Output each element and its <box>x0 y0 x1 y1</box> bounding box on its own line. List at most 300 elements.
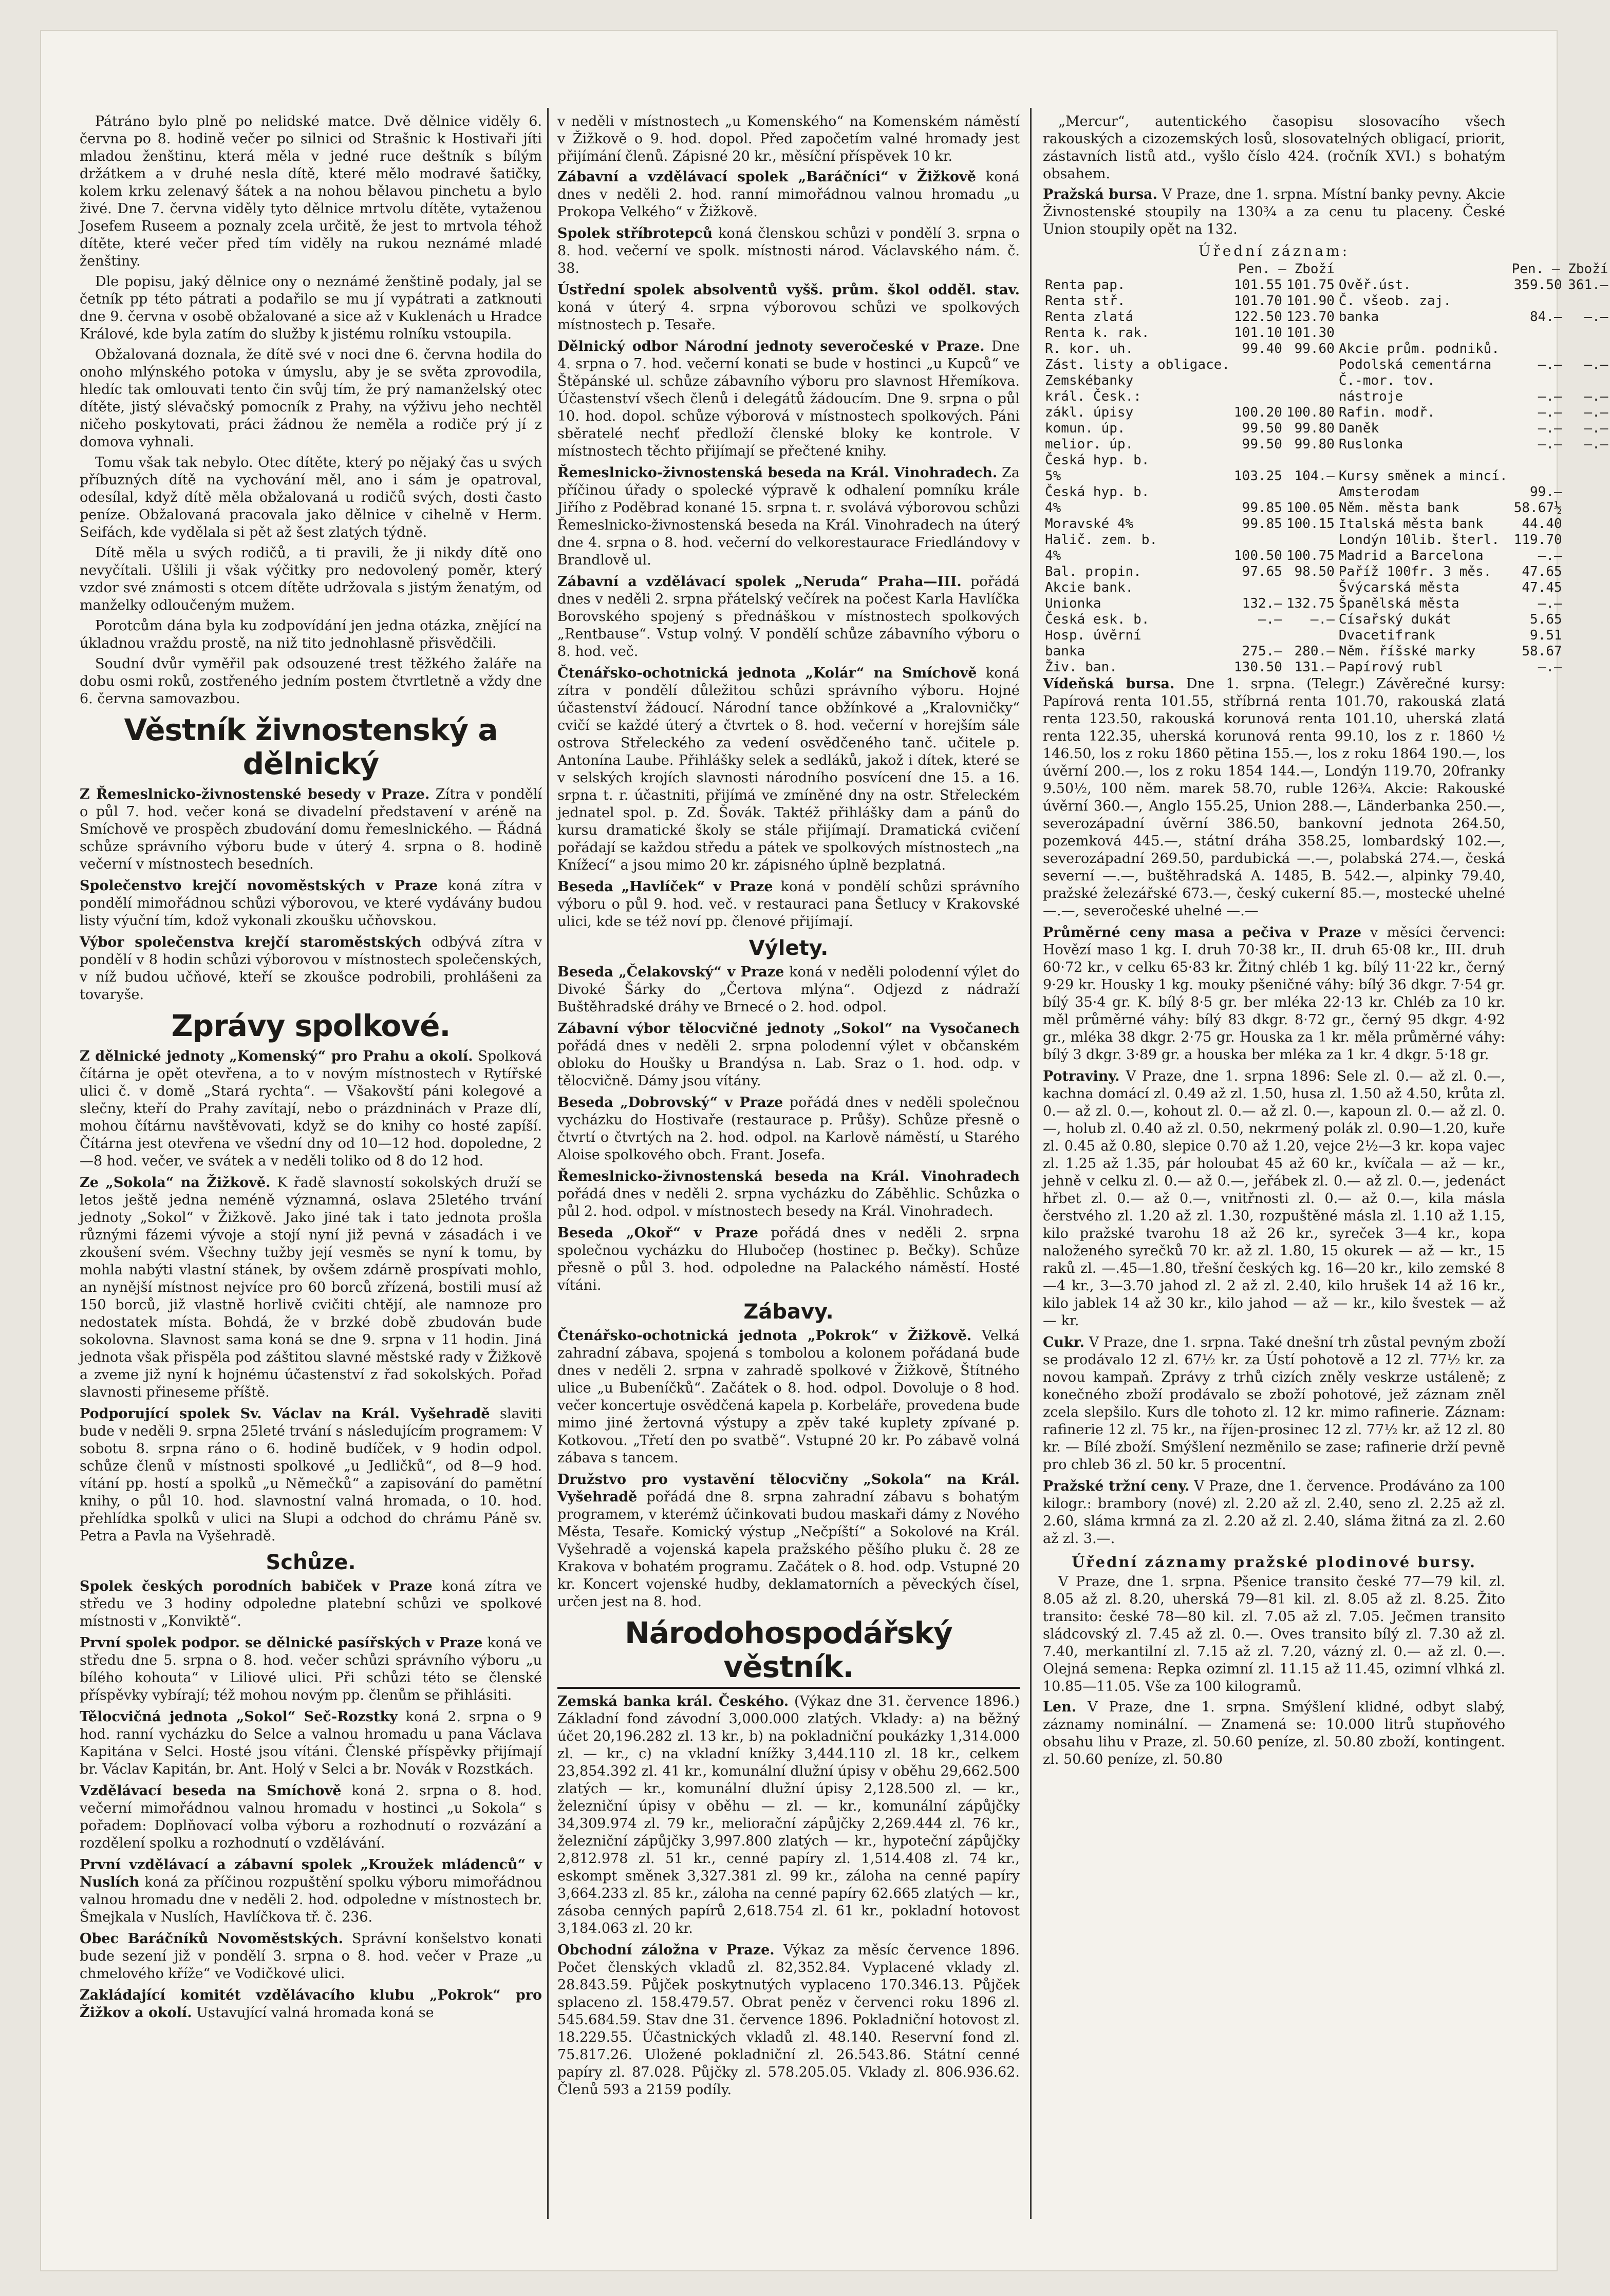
table-cell: —.— <box>1538 357 1562 372</box>
table-cell: 98.50 <box>1294 564 1335 579</box>
table-cell: 275.— <box>1242 644 1282 659</box>
notice-text: pořádá dnes v neděli 2. srpna polodenní výlet v občanském obloku do Houšky u Brandýsa n. Lab. Sraz o 1. hod. odp. v tělocvičně. Dámy jsou vítány. <box>557 1038 1020 1089</box>
notice-title: Vídeňská bursa. <box>1043 676 1175 692</box>
table-row <box>1043 564 1610 580</box>
notice-item <box>557 168 1020 221</box>
notice-title: Zakládající komitét vzdělávacího klubu „Pokrok“ pro Žižkov a okolí. <box>80 1987 542 2021</box>
table-cell: Papírový rubl <box>1338 660 1444 675</box>
notice-title: Průměrné ceny masa a pečiva v Praze <box>1043 925 1362 940</box>
table-row <box>1043 357 1610 373</box>
table-cell: Hosp. úvěrní <box>1045 628 1141 643</box>
table-cell: 44.40 <box>1522 516 1562 532</box>
notice-item <box>557 573 1020 661</box>
notice-title: Čtenářsko-ochotnická jednota „Pokrok“ v Žižkově. <box>557 1328 972 1344</box>
table-cell <box>1564 596 1610 612</box>
notice-title: První spolek podpor. se dělnické pasířských v Praze <box>80 1635 483 1651</box>
table-cell: Něm. říšské marky <box>1338 644 1475 659</box>
table-cell: 131.— <box>1294 660 1335 675</box>
table-row <box>1043 389 1610 405</box>
notice-item <box>80 934 542 1004</box>
notice-title: Obec Baráčníků Novoměstských. <box>80 1931 343 1947</box>
notice-item <box>557 281 1020 334</box>
notice-item <box>1043 1699 1505 1768</box>
notice-title: Čtenářsko-ochotnická jednota „Kolár“ na Smíchově <box>557 665 977 681</box>
notice-item <box>557 878 1020 931</box>
notice-item <box>1043 1478 1505 1548</box>
table-cell: 99.80 <box>1294 421 1335 436</box>
table-cell: Madrid a Barcelona <box>1338 548 1484 563</box>
table-cell: —.— <box>1310 612 1335 627</box>
notice-title: Beseda „Okoř“ v Praze <box>557 1225 758 1241</box>
notice-item <box>557 464 1020 569</box>
paragraph: Tomu však tak nebylo. Otec dítěte, který po nějaký čas u svých příbuzných dítě na vychování měl, ano i sám je opatroval, odesílal, když dítě měla obžalovaná u rodičů svých, dosti často peníze. Obžalovaná pracovala jako dělnice v cihelně v Herm. Seifách, kde vydělala si pět až šest zlatých týdně. <box>80 455 542 540</box>
table-cell: —.— <box>1538 660 1562 675</box>
notice-title: Beseda „Dobrovský“ v Praze <box>557 1095 783 1111</box>
table-cell <box>1564 500 1610 516</box>
table-row <box>1043 373 1610 389</box>
table-cell: 101.30 <box>1286 325 1335 341</box>
table-row <box>1043 309 1610 325</box>
table-cell: Renta pap. <box>1045 277 1126 293</box>
notice-item <box>557 1327 1020 1467</box>
table-cell: Česká hyp. b. <box>1045 453 1150 468</box>
table-cell: 99.80 <box>1294 437 1335 452</box>
notice-title: Zemská banka král. Českého. <box>557 1693 789 1709</box>
table-cell <box>1232 628 1284 644</box>
table-cell: Kursy směnek a mincí. <box>1338 468 1508 484</box>
table-cell <box>1337 453 1510 468</box>
notice-item <box>557 964 1020 1016</box>
notice-title: Pražská bursa. <box>1043 186 1158 202</box>
table-row <box>1043 596 1610 612</box>
table-cell: Dvacetifrank <box>1338 628 1435 643</box>
table-cell: Moravské 4% <box>1045 516 1134 532</box>
table-cell: —.— <box>1584 357 1608 372</box>
notice-item <box>1043 186 1505 238</box>
column-3 <box>1043 113 1608 2209</box>
notice-text: koná 2. srpna o 8. hod. večerní mimořádnou valnou hromadu v hostinci „u Sokola“ s pořadem: Doplňovací volba výboru a rozhodnutí o rozvázání a rozdělení spolku a rozhodnutí o vzdělávání. <box>80 1783 542 1851</box>
notice-item <box>557 1225 1020 1294</box>
notice-item <box>557 1020 1020 1090</box>
notice-text: Spolková čítárna je opět otevřena, a to v novým místnostech v Rytířské ulici č. v domě „Stará rychta“. — Všakovští páni kolegové a slečny, kteří do Prahy zavítají, nebo o prázdninách v Praze dlí, mohou čítárnu navštěvovati, když se do knihy co hosté zapíší. Čítárna jest otevřena ve všední dny od 10—12 hod. dopoledne, 2—8 hod. večer, ve svátek a v neděli toliko od 8 do 12 hod. <box>80 1048 542 1169</box>
table-row <box>1043 341 1610 357</box>
notice-title: Zábavní a vzdělávací spolek „Baráčníci“ v Žižkově <box>557 169 976 185</box>
table-cell: 122.50 <box>1234 309 1282 325</box>
table-row <box>1043 405 1610 421</box>
table-cell: banka <box>1045 644 1085 659</box>
notice-text: koná za příčinou rozpuštění spolku výboru mimořádnou valnou hromadu dne v neděli 2. hod. odpoledne v místnostech br. Šmejkala v Nuslích, Havlíčkova tř. č. 236. <box>80 1874 542 1925</box>
table-cell: 99.40 <box>1242 341 1282 356</box>
table-cell: 4% <box>1045 548 1061 563</box>
table-cell <box>1284 357 1337 373</box>
notice-item <box>80 1856 542 1926</box>
table-cell: komun. úp. <box>1045 421 1126 436</box>
notice-text: (Výkaz dne 31. července 1896.) Základní fond závodní 3,000.000 zlatých. Vklady: a) na běžný účet 20,196.282 zl. 13 kr., b) na pokladniční poukázky 1,314.000 zl. — kr., c) na vkladní knížky 3,444.110 zl. 18 kr., celkem 23,854.392 zl. 41 kr., komunální dlužní úpisy v oběhu 29,662.500 zlatých — kr., komunální dlužní úpisy 2,128.500 zl. — kr., železniční úpisy v oběhu — zl. — kr., komunální zápůjčky 34,309.974 zl. 79 kr., meliorační zápůjčky 2,269.444 zl. 76 kr., železniční zápůjčky 3,997.800 zlatých — kr., hypoteční zápůjčky 2,812.978 zl. 51 kr., cenné papíry zl. 1,514.408 zl. 74 kr., eskompt směnek 3,327.381 zl. 99 kr., záloha na cenné papíry 3,664.233 zl. 85 kr., záloha na cenné papíry 62.665 zlatých — kr., zásoba cenných papírů 2,618.754 zl. 61 kr., pokladní hotovost 3,184.063 zl. 20 kr. <box>557 1693 1020 1936</box>
notice-item <box>1043 1334 1505 1474</box>
table-cell <box>1510 341 1564 357</box>
table-cell <box>1232 357 1284 373</box>
notice-text: Zítra v pondělí o půl 7. hod. večer koná se divadelní představení v aréně na Smíchově ve prospěch zbudování domu řemeslnického. — Řádná schůze správního výboru bude v úterý 4. srpna o 8. hodině večerní v místnostech besedních. <box>80 786 542 872</box>
table-cell <box>1564 644 1610 660</box>
table-cell <box>1232 484 1284 500</box>
notice-item <box>557 1693 1020 1937</box>
notice-item <box>557 225 1020 277</box>
notice-text: koná zítra v pondělí důležitou schůzi správního výboru. Hojné účastenství žádoucí. Národní tance obžínkové a „Kralovničky“ cvičí se každé úterý a čtvrtek o 8. hod. večerní v horejším sále ostrova Střeleckého za vedení osvědčeného tanč. učitele p. Antonína Laube. Přihlášky selek a sedláků, jakož i dítek, které se v selských krojích slavnosti národního posvícení dne 15. a 16. srpna t. r. účastniti, přijímá ve zmíněné dny na ostr. Střeleckém jednatel spol. p. Zd. Šovák. Taktéž přihlášky dam a pánů do kursu dramatické školy se stále přijímají. Dramatická cvičení pořádají se každou středu a pátek ve spolkových místnostech „na Knížecí“ a jsou mimo 20 kr. zápisného úplně bezplatná. <box>557 665 1020 873</box>
table-cell: 9.51 <box>1530 628 1562 643</box>
table-cell: Daněk <box>1338 421 1379 436</box>
table-cell: 100.75 <box>1286 548 1335 563</box>
table-cell <box>1564 580 1610 596</box>
table-cell <box>1232 389 1284 405</box>
table-cell <box>1564 548 1610 564</box>
notice-text: Za příčinou úřady o spolecké výpravě k odhalení pomníku krále Jiřího z Poděbrad konané 15. srpna t. r. svolává výborovou schůzi Řemeslnicko-živnostenská beseda na Král. Vinohradech na úterý dne 4. srpna o 8. hod. večerní do velkorestaurace Friedlándovy v Brandlově ul. <box>557 465 1020 568</box>
table-cell: Živ. ban. <box>1045 660 1117 675</box>
notice-title: Cukr. <box>1043 1334 1084 1350</box>
table-row <box>1043 453 1610 468</box>
notice-title: Spolek českých porodních babiček v Praze <box>80 1578 433 1594</box>
table-row <box>1043 532 1610 548</box>
table-cell <box>1510 453 1564 468</box>
table-cell: 99.— <box>1530 484 1562 500</box>
notice-item <box>80 1634 542 1704</box>
table-cell: Londýn 10lib. šterl. <box>1338 532 1500 548</box>
table-cell: Česká esk. b. <box>1045 612 1150 627</box>
table-cell: 119.70 <box>1513 532 1562 548</box>
table-cell: R. kor. uh. <box>1045 341 1134 356</box>
notice-text: pořádá dnes v neděli 2. srpna společnou vycházku do Hlubočep (hostinec p. Bečky). Schůze přesně o půl 3. hod. odpoledne na Palackého náměstí. Hosté vítáni. <box>557 1225 1020 1293</box>
notice-text: Dne 4. srpna o 7. hod. večerní konati se bude v hostinci „u Kupců“ ve Štěpánské ul. schůze zábavního výboru pro slavnost Hřemíkova. Účastenství všech členů i delegátů žádoucím. Dne 9. srpna o půl 10. hod. dopol. schůze výborová v místnostech spolkových. Páni sběratelé nechť předloží členské bloky ke kontrole. V místnostech těchto přijímají se přečtené knihy. <box>557 338 1020 459</box>
table-cell <box>1232 373 1284 389</box>
table-cell <box>1564 660 1610 675</box>
notice-text: slaviti bude v neděli 9. srpna 25leté trvání s následujícím programem: V sobotu 8. srpna ráno o 6. hodině budíček, v 9 hodin odpol. schůze členů v místnosti spolkové „u Jedličků“, od 8—9 hod. vítání pp. hostí a spolků „u Němečků“ a zapisování do pamětní knihy, o půl 10. hod. slavnostní valná hromada, o 10. hod. přehlídka spolků v ulici na Slupi a odchod do chrámu Páně sv. Petra a Pavla na Vyšehradě. <box>80 1406 542 1544</box>
table-cell: Akcie bank. <box>1045 580 1134 595</box>
table-cell: Ověř.úst. <box>1338 277 1411 293</box>
notice-item <box>1043 1068 1505 1330</box>
notice-text: V Praze, dne 1. srpna. Také dnešní trh zůstal pevným zboží se prodávalo 12 zl. 67½ kr. za Ústí pohotově a 12 zl. 77½ kr. za novou kampaň. Zprávy z trhů cizích zněly veskrze ustáleně; z konečného zboží prodávalo se zboží pohotové, jež záznam zněl zcela slepšilo. Kurs dle tohoto zl. 12 kr. mimo rafinerie. Záznam: rafinerie 12 zl. 75 kr., na říjen-prosinec 12 zl. 77½ kr. až 12 zl. 80 kr. — Bílé zboží. Smýšlení nezměnilo se zase; rafinerie drží pevně pro chleb 36 zl. 50 kr. 5 procentní. <box>1043 1334 1505 1473</box>
notice-item <box>80 1578 542 1630</box>
table-cell <box>1284 628 1337 644</box>
table-cell: Ruslonka <box>1338 437 1403 452</box>
table-cell <box>1284 484 1337 500</box>
table-cell: Akcie prům. podniků. <box>1338 341 1500 356</box>
table-cell <box>1232 453 1284 468</box>
notice-item <box>80 786 542 873</box>
notice-title: Spolek stříbrotepců <box>557 225 713 241</box>
notice-text: koná zítra ve středu ve 3 hodiny odpoledne platební schůzi ve spolkové místnosti v „Konviktě“. <box>80 1578 542 1629</box>
table-cell: 132.— <box>1242 596 1282 611</box>
table-row <box>1043 293 1610 309</box>
notice-text: Výkaz za měsíc července 1896. Počet členských vkladů zl. 82,352.84. Vyplacené vklady zl. 28.843.59. Půjček poskytnutých vyplaceno 170.346.13. Půjček splaceno zl. 158.479.57. Obrat peněz v červenci roku 1896 zl. 545.684.59. Stav dne 31. července 1896. Pokladniční hotovost zl. 18.229.55. Účastnických vkladů zl. 48.140. Reservní fond zl. 75.817.26. Uložené pokladniční zl. 26.543.86. Státní cenné papíry zl. 87.028. Půjčky zl. 578.205.05. Vklady zl. 806.936.62. Členů 593 a 2159 podíly. <box>557 1942 1020 2098</box>
table-cell: 280.— <box>1294 644 1335 659</box>
table-cell: 4% <box>1045 500 1061 516</box>
paragraph: Dle popisu, jaký dělnice ony o neznámé ženštině podaly, jal se četník pp této pátrati a podařilo se mu jí vypátrati a zatknouti dne 9. června v osobě obžalované a sice až v Kuklenách u Hradce Králové, kde byla zatím do služby k jistému rolníku vstoupila. <box>80 274 542 342</box>
table-cell: 101.10 <box>1234 325 1282 341</box>
table-cell: 101.70 <box>1234 293 1282 309</box>
table-row <box>1043 612 1610 628</box>
notice-item <box>557 338 1020 460</box>
table-cell: —.— <box>1538 437 1562 452</box>
table-header-cell: Pen. — Zboží <box>1238 261 1335 277</box>
table-cell <box>1564 628 1610 644</box>
notice-title: Družstvo pro vystavění tělocvičny „Sokola“ na Král. Vyšehradě <box>557 1472 1020 1505</box>
table-cell: 359.50 <box>1513 277 1562 293</box>
notice-text: V Praze, dne 1. srpna. Místní banky pevny. Akcie Živnostenské stoupily na 130¾ a za cenu tu placeny. České Union stoupily opět na 132. <box>1043 186 1505 237</box>
notice-text: koná v úterý 4. srpna výborovou schůzi ve spolkových místnostech p. Tesaře. <box>557 299 1020 333</box>
table-cell <box>1564 341 1610 357</box>
section-heading: Věstník živnostenský a dělnický <box>124 712 498 781</box>
table-cell <box>1564 532 1610 548</box>
table-cell <box>1284 453 1337 468</box>
table-cell: 100.15 <box>1286 516 1335 532</box>
table-cell: Zemskébanky <box>1045 373 1134 388</box>
table-caption: Úřední záznam: <box>1198 242 1350 259</box>
table-cell: 99.50 <box>1242 421 1282 436</box>
table-cell: 101.90 <box>1286 293 1335 309</box>
table-cell: melior. úp. <box>1045 437 1134 452</box>
notice-title: Dělnický odbor Národní jednoty severočeské v Praze. <box>557 338 985 354</box>
table-row <box>1043 548 1610 564</box>
notice-title: Zábavní a vzdělávací spolek „Neruda“ Praha—III. <box>557 574 962 590</box>
notice-item <box>557 1471 1020 1611</box>
table-row <box>1043 628 1610 644</box>
table-cell: 58.67½ <box>1513 500 1562 516</box>
notice-item <box>557 1094 1020 1164</box>
notice-title: Len. <box>1043 1699 1077 1715</box>
notice-title: Řemeslnicko-živnostenská beseda na Král. Vinohradech. <box>557 465 998 481</box>
table-cell: 100.50 <box>1234 548 1282 563</box>
exchange-table <box>1043 261 1610 675</box>
table-cell <box>1337 325 1510 341</box>
table-cell: Rafin. modř. <box>1338 405 1435 420</box>
table-cell: —.— <box>1584 389 1608 404</box>
table-cell: 58.67 <box>1522 644 1562 659</box>
notice-text: V Praze, dne 1. srpna 1896: Sele zl. 0.— až zl. 0.—, kachna domácí zl. 0.49 až zl. 1.50, husa zl. 1.50 až 4.50, krůta zl. 0.— až zl. 0.—, kohout zl. 0.— až zl. 0.—, kapoun zl. 0.— až zl. 0.—, holub zl. 0.40 až zl. 0.50, nekrmený polák zl. 0.90—1.20, kuře zl. 0.45 až 0.80, slepice 0.70 až 1.20, vejce 2½—3 kr. kopa vajec zl. 1.25 až 1.35, pár holoubat 45 až 60 kr., kvíčala — až — kr., jehně v celku zl. 0.— až 0.—, jeřábek zl. 0.— až zl. 0.—, jedenáct hřbet zl. 0.— až 0.—, vnitřnosti zl. 0.— až 0.—, kila másla čerstvého zl. 1.20 až zl. 1.30, rozpuštěné másla zl. 1.10 až 1.15, kilo pražské tvarohu 18 až 26 kr., syreček 3—4 kr., kopa naloženého syrečků 70 kr. až zl. 1.80, 15 okurek — až — kr., 15 raků zl. —.45—1.80, třešní českých kg. 16—20 kr., kilo zemské 8—4 kr., 3—3.70 jahod zl. 2 až zl. 2.40, kilo hrušek 14 až 16 kr., kilo jablek 14 až 30 kr., kilo jahod — až — kr., kilo švestek — až — kr. <box>1043 1068 1505 1329</box>
table-cell <box>1564 468 1610 484</box>
notice-text: koná 2. srpna o 9 hod. ranní vycházku do Selce a valnou hromadu u pana Václava Kapitána v Selci. Hosté jsou vítáni. Členské příspěvky přijímají br. Václav Kapitán, br. Ant. Holý v Selci a br. Novák v Rozstkách. <box>80 1709 542 1777</box>
notice-text: v měsíci červenci: Hovězí maso 1 kg. I. druh 70·38 kr., II. druh 65·08 kr., III. druh 60·72 kr., v celku 65·83 kr. Žitný chléb 1 kg. bílý 11·22 kr., černý 9·29 kr. Housky 1 kg. mouky pšeničné váhy: bílý 36 dkgr. 7·54 gr. bílý 35·4 gr. K. bílý 8·5 gr. ber mléka 22·13 kr. Chléb za 10 kr. měl průměrné váhy: bílý 83 dkgr. 8·72 gr., černý 95 dkgr. 4·92 gr., mléka 38 dkgr. 2·75 gr. Houska za 1 kr. měla průměrné váhy: bílý 3 dkgr. 3·89 gr. a houska ber mléka za 1 kr. 4 dkgr. 5·18 gr. <box>1043 925 1505 1063</box>
subsection-heading: Výlety. <box>748 936 829 960</box>
table-cell: 47.65 <box>1522 564 1562 579</box>
notice-text: V Praze, dne 1. srpna. Smýšlení klidné, odbyt slabý, záznamy nominální. — Znamená se: 10.000 litrů stupňového obsahu lihu v Praze, zl. 50.60 peníze, zl. 50.80 zboží, kontingent. zl. 50.60 peníze, zl. 50.80 <box>1043 1699 1505 1767</box>
notice-text: koná členskou schůzi v pondělí 3. srpna o 8. hod. večerní ve spolk. místnosti národ. Václavského nám. č. 38. <box>557 225 1020 276</box>
table-cell: —.— <box>1538 596 1562 611</box>
table-cell: Č. všeob. zaj. <box>1338 293 1452 309</box>
table-cell: —.— <box>1584 405 1608 420</box>
notice-title: Z dělnické jednoty „Komenský“ pro Prahu a okolí. <box>80 1048 473 1064</box>
table-cell: Unionka <box>1045 596 1101 611</box>
table-cell <box>1284 389 1337 405</box>
table-row <box>1043 580 1610 596</box>
table-cell: 101.55 <box>1234 277 1282 293</box>
table-cell: 99.85 <box>1242 500 1282 516</box>
table-cell: zákl. úpisy <box>1045 405 1134 420</box>
table-cell: Č.-mor. tov. <box>1338 373 1435 388</box>
table-header-cell: Pen. — Zboží <box>1511 261 1608 277</box>
table-cell: Renta zlatá <box>1045 309 1134 325</box>
table-cell: 84.— <box>1530 309 1562 325</box>
table-row <box>1043 644 1610 660</box>
table-cell <box>1284 580 1337 596</box>
notice-text: Ustavující valná hromada koná se <box>196 2005 434 2021</box>
table-cell: —.— <box>1258 612 1282 627</box>
table-cell: Halič. zem. b. <box>1045 532 1158 548</box>
notice-title: Ústřední spolek absolventů vyšš. prům. škol odděl. stav. <box>557 282 1020 298</box>
notice-text: Velká zahradní zábava, spojená s tombolou a kolonem pořádaná bude dnes v neděli 2. srpna v zahradě spolkové v Žižkově, Štítného ulice „u Bubeníčků“. Začátek o 8. hod. odpol. Dovoluje o 8 hod. večer koncertuje osvědčená kapela p. Korbeláře, provedena bude mimo jiné žertovná výstupy a zpěv také kuplety zpívané p. Kotkovou. „Třetí den po svatbě“. Vstupné 20 kr. Po zábavě volná zábava s tancem. <box>557 1328 1020 1466</box>
table-row <box>1043 516 1610 532</box>
notice-item <box>80 1987 542 2022</box>
table-cell: Renta k. rak. <box>1045 325 1150 341</box>
table-cell: —.— <box>1538 389 1562 404</box>
notice-text: pořádá dnes v neděli 2. srpna vycházku do Záběhlic. Schůzka o půl 2. hod. odpol. v místnostech besedy na Král. Vinohradech. <box>557 1186 1020 1219</box>
notice-title: Beseda „Čelakovský“ v Praze <box>557 964 784 980</box>
notice-title: Potraviny. <box>1043 1068 1120 1084</box>
column-rule <box>547 108 549 2219</box>
table-cell: Česká hyp. b. <box>1045 484 1150 500</box>
table-cell: 100.80 <box>1286 405 1335 420</box>
table-cell: Zást. listy a obligace. <box>1045 357 1230 372</box>
subsection-heading: Zábavy. <box>743 1300 834 1324</box>
table-cell: 5% <box>1045 468 1061 484</box>
notice-item <box>557 1942 1020 2099</box>
table-cell: —.— <box>1584 421 1608 436</box>
table-cell <box>1510 373 1564 389</box>
table-cell: 361.— <box>1568 277 1608 293</box>
table-cell: Španělská města <box>1338 596 1459 611</box>
notice-title: Pražské tržní ceny. <box>1043 1478 1190 1494</box>
table-row <box>1043 325 1610 341</box>
paragraph: Dítě měla u svých rodičů, a ti pravili, že ji nikdy dítě ono nevyčítali. Ušlili ji však výčitky pro nedovolený poměr, který vzdor své známosti s otcem dítěte udržovala s jistým ženatým, od manželky odloučeným mužem. <box>80 545 542 613</box>
paragraph: Pátráno bylo plně po nelidské matce. Dvě dělnice viděly 6. června po 8. hodině večer po silnici od Strašnic k Hostivaři jíti mladou ženštinu, která měla v jedné ruce deštník s bílým držátkem a v druhé nesla dítě, které mělo modravé šatičky, kolem krku zelenavý šátek a na nohou bělavou pinchetu a bylo živé. Dne 7. června viděly tyto dělnice mrtvolu dítěte, vytaženou Josefem Ruseem a poznaly zcela určitě, že jest to mrtvola téhož dítěte, které večer před tím viděly na rukou neznámé mladé ženštiny. <box>80 114 542 269</box>
table-cell: 123.70 <box>1286 309 1335 325</box>
section-heading: Zprávy spolkové. <box>171 1008 451 1043</box>
table-row <box>1043 277 1610 293</box>
notice-text: Správní konšelstvo konati bude sezení již v pondělí 3. srpna o 8. hod. večer v Praze „u chmelového kříže“ ve Vodičkové ulici. <box>80 1931 542 1982</box>
notice-title: Vzdělávací beseda na Smíchově <box>80 1783 342 1799</box>
table-cell: —.— <box>1538 421 1562 436</box>
notice-title: Z Řemeslnicko-živnostenské besedy v Praze. <box>80 786 430 802</box>
newspaper-page <box>41 31 1608 2270</box>
paragraph: V Praze, dne 1. srpna. Pšenice transito české 77—79 kil. zl. 8.05 až zl. 8.20, uherská 79—81 kil. zl. 8.05 až zl. 8.25. Žito transito: české 78—80 kil. zl. 7.05 až zl. 7.05. Ječmen transito sládcovský zl. 7.45 až zl. 0.—. Oves transito bílý zl. 7.30 až zl. 7.40, merkantilní zl. 7.15 až zl. 7.20, vázný zl. 0.— až zl. 0.—. Olejná semena: Repka ozimní zl. 11.15 až 11.45, ozimní vlhká zl. 10.85—11.05. Vše za 100 kilogramů. <box>1043 1574 1505 1695</box>
paragraph: Porotcům dána byla ku zodpovídání jen jedna otázka, znějící na úkladnou vraždu prostě, na niž tito jednohlasně přisvědčili. <box>80 618 542 651</box>
notice-item <box>1043 924 1505 1064</box>
notice-title: Společenstvo krejčí novoměstských v Praze <box>80 878 438 894</box>
notice-text: koná zítra v pondělí mimořádnou schůzi výborovou, ve které vydávány budou listy výuční tím, kdož vykonali zkoušku učňovskou. <box>80 878 542 929</box>
table-cell <box>1564 612 1610 628</box>
notice-title: Podporující spolek Sv. Václav na Král. Vyšehradě <box>80 1406 490 1422</box>
notice-item <box>80 1174 542 1401</box>
table-cell: 47.45 <box>1522 580 1562 595</box>
column-2 <box>557 113 1020 2209</box>
notice-text: V Praze, dne 1. července. Prodáváno za 100 kilogr.: brambory (nové) zl. 2.20 až zl. 2.40, seno zl. 2.25 až zl. 2.60, sláma krmná za zl. 2.20 až zl. 2.40, sláma žitná za zl. 2.60 až zl. 3.—. <box>1043 1478 1505 1547</box>
notice-item <box>80 1048 542 1170</box>
paragraph: „Mercur“, autentického časopisu slosovacího všech rakouských a cizozemských losů, slosovatelných obligací, priorit, zástavních listů atd., vyšlo číslo 424. (ročník XVI.) s bohatým obsahem. <box>1043 114 1505 182</box>
table-cell: banka <box>1338 309 1379 325</box>
notice-item <box>80 1405 542 1545</box>
table-row <box>1043 660 1610 675</box>
subsection-heading: Schůze. <box>266 1551 356 1574</box>
notice-text: pořádá dnes v neděli 2. srpna přátelský večírek na počest Karla Havlíčka Borovského spojený s přednáškou v místnostech spolkových „Rentbause“. Vstup volný. V pondělí schůze zábavního výboru o 8. hod. več. <box>557 574 1020 660</box>
table-cell: král. Česk.: <box>1045 389 1141 404</box>
notice-text: K řadě slavností sokolských druží se letos ještě jedna neméně významná, oslava 25letého trvání jednoty „Sokol“ v Žižkově. Jako jiné tak i tato jednota prošla různými fázemi vývoje a stojí nyní již pevná v zásadách i ve zkoušení svém. Všechny tužby její vesměs se nyní k tomu, by mohla nabýti vlastní stánek, by ovšem zdárně prospívati mohlo, an nynější místnost nejvíce pro 60 borců zřízená, bostili musí až 150 borců, již vlastně horlivě cvičiti chtějí, ale namnoze pro nedostatek místa. Bohdá, že v brzké době zbudován bude sokolovna. Slavnost sama koná se dne 9. srpna v 11 hodin. Jiná jednota však přispěla pod záštitou slavné městské rady v Žižkově a zveme již nyní k hojnému účastenství z řad sokolských. Pořad slavnosti přineseme příště. <box>80 1175 542 1400</box>
notice-item <box>80 1782 542 1852</box>
column-1 <box>80 113 542 2209</box>
table-cell: Amsterodam <box>1338 484 1419 500</box>
notice-text: Dne 1. srpna. (Telegr.) Závěrečné kursy: Papírová renta 101.55, stříbrná renta 101.70, rakouská zlatá renta 123.50, rakouská korunová renta 101.10, uherská zlatá renta 122.35, uherská korunová renta 99.10, los z r. 1860 ½ 146.50, los z roku 1860 pětina 155.—, los z roku 1864 190.—, los úvěrní 200.—, los z roku 1854 144.—, Londýn 119.70, 20franky 9.50½, 100 něm. marek 58.70, ruble 126¾. Akcie: Rakouské úvěrní 360.—, Anglo 155.25, Union 288.—, Länderbanka 250.—, severozápadní úvěrní 386.50, bankovní jednota 264.50, pozemková 445.—, státní dráha 358.25, lombardský 102.—, severozápadní 269.50, pardubická —.—, polabská 274.—, česká severní —.—, buštěhradská A. 1485, B. 542.—, alpinky 79.40, pražské železářské 673.—, český cukerní 85.—, mostecké uhelné —.—, severočeské uhelné —.— <box>1043 676 1505 919</box>
table-row <box>1043 484 1610 500</box>
table-cell: —.— <box>1584 309 1608 325</box>
notice-text: koná ve středu dne 5. srpna o 8. hod. večer schůzi správního výboru „u bílého kohouta“ v Liliové ulici. Při schůzi této se členské příspěvky vybírají; též mohou novým pp. členům se přihlásiti. <box>80 1635 542 1703</box>
notice-title: První vzdělávací a zábavní spolek „Kroužek mládenců“ v Nuslích <box>80 1857 542 1890</box>
notice-item <box>1043 675 1505 920</box>
table-cell: 100.20 <box>1234 405 1282 420</box>
table-cell: 5.65 <box>1530 612 1562 627</box>
table-cell <box>1510 293 1564 309</box>
table-cell <box>1284 532 1337 548</box>
notice-text: pořádá dne 8. srpna zahradní zábavu s bohatým programem, v kterémž účinkovati budou maskaři dámy z Nového Města, Tesaře. Komický výstup „Nečpíští“ a Sokolové na Král. Vyšehradě a vojenská kapela pražského pěšího pluku č. 28 ze Krakova v bohatém programu. Začátek o 8. hod. odp. Vstupné 20 kr. Koncert vojenské hudby, deklamatorních a pěveckých čísel, určen jest na 8. hod. <box>557 1489 1020 1610</box>
table-cell: 99.50 <box>1242 437 1282 452</box>
table-cell <box>1510 468 1564 484</box>
table-row <box>1043 468 1610 484</box>
table-cell <box>1232 532 1284 548</box>
table-cell: 103.25 <box>1234 468 1282 484</box>
section-heading: Národohospodářský věstník. <box>557 1616 1020 1689</box>
notice-text: koná v neděli polodenní výlet do Divoké Šárky do „Čertova mlýna“. Odjezd z nádraží Buštěhradské dráhy ve Brnecé o 2. hod. odpol. <box>557 964 1020 1015</box>
notice-item <box>557 665 1020 874</box>
table-cell: 130.50 <box>1234 660 1282 675</box>
table-cell <box>1564 564 1610 580</box>
table-cell: 99.60 <box>1294 341 1335 356</box>
table-cell: Švýcarská města <box>1338 580 1459 595</box>
table-cell: Císařský dukát <box>1338 612 1452 627</box>
table-cell <box>1232 580 1284 596</box>
table-cell: 132.75 <box>1286 596 1335 611</box>
notice-item <box>80 877 542 930</box>
table-cell <box>1564 484 1610 500</box>
table-cell <box>1564 453 1610 468</box>
table-cell: 97.65 <box>1242 564 1282 579</box>
paragraph: v neděli v místnostech „u Komenského“ na Komenském náměstí v Žižkově o 9. hod. dopol. Před započetím valné hromady jest přijímání členů. Zápisné 20 kr., měsíční příspěvek 10 kr. <box>557 114 1020 164</box>
table-cell: Italská města bank <box>1338 516 1484 532</box>
paragraph: Soudní dvůr vyměřil pak odsouzené trest těžkého žaláře na dobu osmi roků, zostřeného jedním postem čtvrtletně a vždy dne 6. června samovazbou. <box>80 656 542 707</box>
notice-text: koná v pondělí schůzi správního výboru o půl 9. hod. več. v restauraci pana Šetlucy v Krakovské ulici, kde se též noví pp. členové přijímají. <box>557 879 1020 930</box>
notice-title: Obchodní záložna v Praze. <box>557 1942 775 1958</box>
table-cell: Bal. propin. <box>1045 564 1141 579</box>
table-cell: Podolská cementárna <box>1338 357 1492 372</box>
table-cell: Paříž 100fr. 3 měs. <box>1338 564 1492 579</box>
table-cell <box>1564 373 1610 389</box>
table-cell: —.— <box>1538 548 1562 563</box>
notice-item <box>80 1708 542 1778</box>
table-cell: 104.— <box>1294 468 1335 484</box>
table-row <box>1043 437 1610 453</box>
notice-item <box>557 1168 1020 1220</box>
table-cell <box>1564 293 1610 309</box>
table-cell <box>1284 373 1337 389</box>
table-cell <box>1510 325 1564 341</box>
table-row <box>1043 421 1610 437</box>
table-cell: 101.75 <box>1286 277 1335 293</box>
table-cell: 100.05 <box>1286 500 1335 516</box>
notice-text: koná dnes v neděli 2. hod. ranní mimořádnou valnou hromadu „u Prokopa Velkého“ v Žižkově. <box>557 169 1020 220</box>
table-row <box>1043 500 1610 516</box>
notice-title: Zábavní výbor tělocvičné jednoty „Sokol“ na Vysočanech <box>557 1021 1020 1037</box>
notice-item <box>80 1930 542 1983</box>
notice-title: Beseda „Havlíček“ v Praze <box>557 879 773 895</box>
notice-title: Výbor společenstva krejčí staroměstských <box>80 934 422 950</box>
table-cell: 99.85 <box>1242 516 1282 532</box>
table-cell: nástroje <box>1338 389 1403 404</box>
notice-title: Řemeslnicko-živnostenská beseda na Král. Vinohradech <box>557 1169 1020 1184</box>
